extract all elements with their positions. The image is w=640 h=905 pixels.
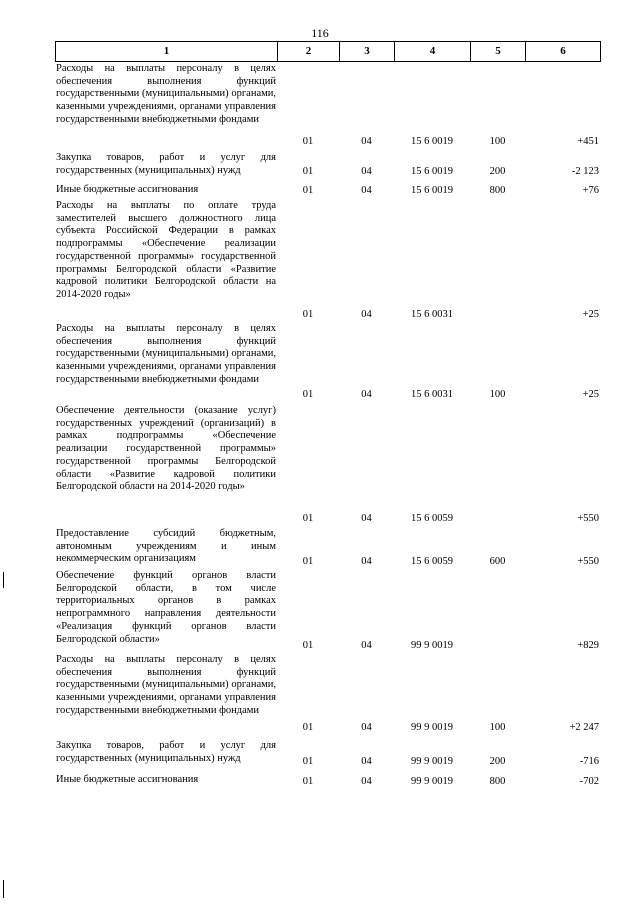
header-col-1: 1 bbox=[163, 45, 170, 57]
cell-target-article: 15 6 0019 bbox=[411, 185, 453, 196]
header-col-5: 5 bbox=[495, 45, 501, 57]
cell-amount: +76 bbox=[582, 185, 599, 196]
table-header bbox=[55, 41, 601, 62]
table-row bbox=[0, 654, 640, 734]
cell-amount: +25 bbox=[582, 309, 599, 320]
cell-subsection: 04 bbox=[361, 556, 372, 567]
row-description: Предоставление субсидий бюджетным, автономным учреждениям и иным некоммерческим организациям bbox=[56, 528, 276, 565]
cell-subsection: 04 bbox=[361, 756, 372, 767]
row-description: Иные бюджетные ассигнования bbox=[56, 184, 199, 195]
row-description: Обеспечение функций органов власти Белгородской области, в том числе территориальных органов в рамках непрограммного направления деятельности «Реализация функций органов власти Белгородской области» bbox=[56, 570, 276, 645]
table-row bbox=[0, 774, 640, 788]
cell-amount: -2 123 bbox=[571, 166, 599, 177]
header-col-3: 3 bbox=[364, 45, 370, 57]
cell-subsection: 04 bbox=[361, 136, 372, 147]
cell-amount: +550 bbox=[577, 513, 599, 524]
table-row bbox=[0, 570, 640, 652]
cell-amount: +829 bbox=[577, 640, 599, 651]
cell-target-article: 15 6 0019 bbox=[411, 166, 453, 177]
cell-subsection: 04 bbox=[361, 722, 372, 733]
table-row bbox=[0, 323, 640, 401]
cell-target-article: 15 6 0031 bbox=[411, 309, 453, 320]
header-col-2: 2 bbox=[305, 45, 312, 57]
cell-expense-type: 100 bbox=[489, 389, 506, 400]
cell-subsection: 04 bbox=[361, 166, 372, 177]
cell-expense-type: 800 bbox=[489, 185, 506, 196]
header-col-6: 6 bbox=[560, 45, 566, 57]
cell-target-article: 15 6 0059 bbox=[411, 513, 453, 524]
cell-section: 01 bbox=[302, 309, 314, 320]
row-description: Расходы на выплаты по оплате труда заместителей высшего должностного лица субъекта Российской Федерации в рамках подпрограммы «Обеспечение реализации государственной программы» государственной программы Белгородской области «Развитие кадровой политики Белгородской области на 2014-2020 годы» bbox=[56, 200, 276, 300]
row-description: Обеспечение деятельности (оказание услуг) государственных учреждений (организаций) в рамках подпрограммы «Обеспечение реализации государственной программы» государственной программы Белгородской области «Развитие кадровой политики Белгородской области на 2014-2020 годы» bbox=[56, 405, 276, 493]
table-row bbox=[0, 152, 640, 178]
cell-expense-type: 100 bbox=[489, 722, 506, 733]
cell-expense-type: 100 bbox=[489, 136, 506, 147]
cell-section: 01 bbox=[302, 513, 314, 524]
cell-expense-type: 200 bbox=[489, 756, 506, 767]
cell-target-article: 99 9 0019 bbox=[411, 756, 453, 767]
table-row bbox=[0, 528, 640, 568]
cell-section: 01 bbox=[302, 756, 314, 767]
cell-section: 01 bbox=[302, 389, 314, 400]
cell-section: 01 bbox=[302, 640, 314, 651]
cell-amount: +451 bbox=[577, 136, 599, 147]
scan-edge-mark bbox=[3, 880, 4, 898]
cell-amount: -702 bbox=[579, 776, 599, 787]
header-col-4: 4 bbox=[429, 45, 436, 57]
cell-subsection: 04 bbox=[361, 309, 372, 320]
row-description: Расходы на выплаты персоналу в целях обеспечения выполнения функций государственными (муниципальными) органами, казенными учреждениями, органами управления государственными внебюджетными фондами bbox=[56, 323, 276, 385]
page-number: 116 bbox=[311, 26, 329, 40]
cell-section: 01 bbox=[302, 136, 314, 147]
cell-amount: +25 bbox=[582, 389, 599, 400]
cell-subsection: 04 bbox=[361, 185, 372, 196]
row-description: Иные бюджетные ассигнования bbox=[56, 774, 199, 785]
cell-subsection: 04 bbox=[361, 513, 372, 524]
cell-expense-type: 200 bbox=[489, 166, 506, 177]
cell-section: 01 bbox=[302, 776, 314, 787]
cell-amount: +550 bbox=[577, 556, 599, 567]
table-row bbox=[0, 184, 640, 197]
cell-expense-type: 800 bbox=[489, 776, 506, 787]
cell-section: 01 bbox=[302, 722, 314, 733]
table-row bbox=[0, 200, 640, 321]
scan-edge-mark bbox=[3, 572, 4, 588]
table-row bbox=[0, 63, 640, 148]
cell-section: 01 bbox=[302, 185, 314, 196]
cell-amount: +2 247 bbox=[569, 722, 599, 733]
table-row bbox=[0, 405, 640, 525]
cell-subsection: 04 bbox=[361, 640, 372, 651]
cell-target-article: 15 6 0059 bbox=[411, 556, 453, 567]
cell-section: 01 bbox=[302, 556, 314, 567]
row-description: Закупка товаров, работ и услуг для государственных (муниципальных) нужд bbox=[56, 152, 276, 176]
cell-subsection: 04 bbox=[361, 389, 372, 400]
cell-target-article: 15 6 0019 bbox=[411, 136, 453, 147]
cell-target-article: 99 9 0019 bbox=[411, 776, 453, 787]
cell-expense-type: 600 bbox=[489, 556, 506, 567]
cell-amount: -716 bbox=[579, 756, 599, 767]
row-description: Расходы на выплаты персоналу в целях обеспечения выполнения функций государственными (муниципальными) органами, казенными учреждениями, органами управления государственными внебюджетными фондами bbox=[56, 63, 276, 125]
row-description: Закупка товаров, работ и услуг для государственных (муниципальных) нужд bbox=[56, 740, 276, 764]
row-description: Расходы на выплаты персоналу в целях обеспечения выполнения функций государственными (муниципальными) органами, казенными учреждениями, органами управления государственными внебюджетными фондами bbox=[56, 654, 276, 716]
cell-section: 01 bbox=[302, 166, 314, 177]
table-row bbox=[0, 740, 640, 768]
cell-target-article: 99 9 0019 bbox=[411, 722, 453, 733]
cell-target-article: 99 9 0019 bbox=[411, 640, 453, 651]
cell-target-article: 15 6 0031 bbox=[411, 389, 453, 400]
cell-subsection: 04 bbox=[361, 776, 372, 787]
